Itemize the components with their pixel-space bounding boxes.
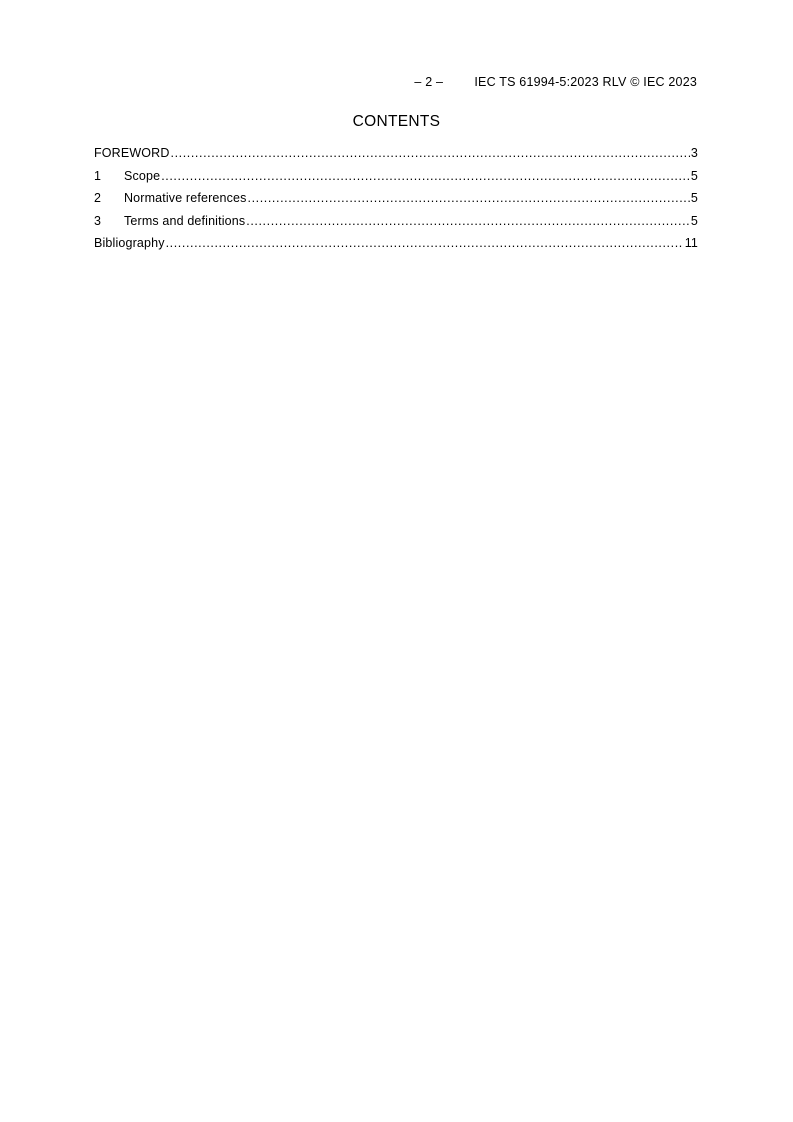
toc-entry-number: 2 bbox=[94, 191, 102, 205]
toc-entry-page[interactable]: 5 bbox=[690, 191, 698, 205]
toc-entry-label[interactable]: Terms and definitions bbox=[124, 213, 246, 228]
toc-entry-foreword[interactable] bbox=[94, 145, 698, 168]
toc-entry-page[interactable]: 5 bbox=[690, 168, 698, 183]
toc-dot-leader bbox=[166, 235, 684, 252]
toc-entry-page[interactable]: 11 bbox=[684, 236, 698, 250]
toc-title: CONTENTS bbox=[352, 113, 441, 130]
toc-dot-leader bbox=[246, 213, 690, 230]
toc-dot-leader bbox=[171, 145, 690, 162]
toc-entry-page[interactable]: 5 bbox=[690, 213, 698, 228]
toc-entry-page[interactable]: 3 bbox=[690, 146, 698, 160]
toc-entry-terms-and-definitions[interactable] bbox=[94, 213, 698, 236]
toc-entry-normative-references[interactable] bbox=[94, 190, 698, 213]
toc-dot-leader bbox=[161, 168, 690, 185]
toc-entry-label[interactable]: Scope bbox=[124, 168, 161, 183]
table-of-contents bbox=[94, 145, 698, 258]
toc-entry-number: 3 bbox=[94, 213, 102, 228]
page-number: – 2 – bbox=[414, 75, 444, 89]
toc-entry-number: 1 bbox=[94, 168, 102, 183]
document-reference: IEC TS 61994-5:2023 RLV © IEC 2023 bbox=[474, 75, 697, 89]
toc-entry-label[interactable]: Normative references bbox=[124, 191, 247, 205]
toc-dot-leader bbox=[248, 190, 690, 207]
toc-entry-bibliography[interactable] bbox=[94, 235, 698, 258]
toc-entry-label[interactable]: FOREWORD bbox=[94, 146, 170, 160]
toc-entry-scope[interactable] bbox=[94, 168, 698, 191]
toc-entry-label[interactable]: Bibliography bbox=[94, 236, 165, 250]
page-header bbox=[414, 75, 697, 89]
